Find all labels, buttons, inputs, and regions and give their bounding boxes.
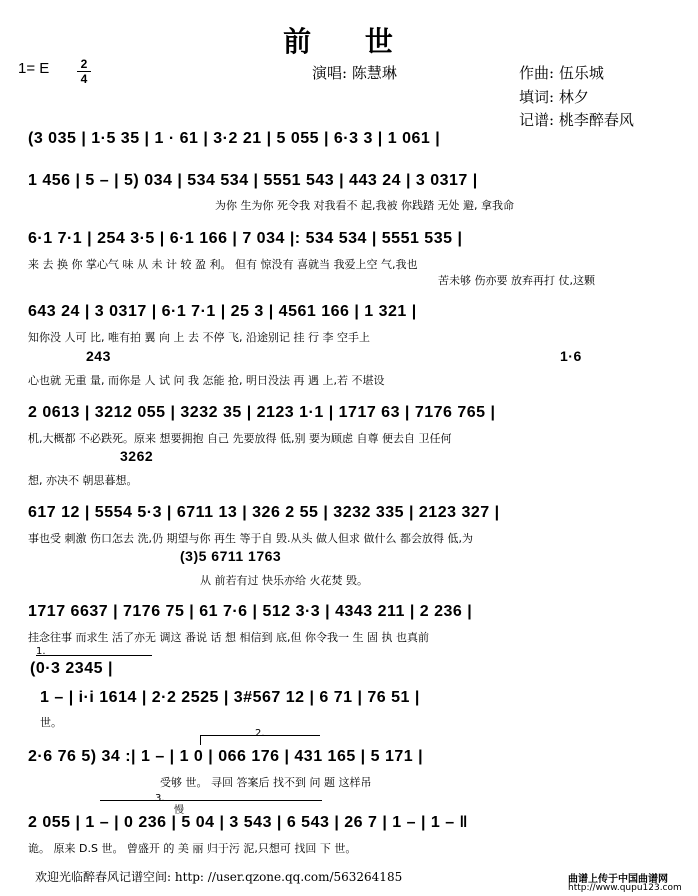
- score-row-3-lyrics: 来 去 换 你 掌心气 味 从 未 计 较 盈 利。 但有 惊没有 喜就当 我爱上空 气,我也: [28, 258, 418, 271]
- score-row-8-notes: 1 – | i·i 1614 | 2·2 2525 | 3#567 12 | 6 71 | 76 51 |: [40, 689, 420, 706]
- score-row-5-lyrics-2: 想, 亦决不 朝思暮想。: [28, 474, 138, 487]
- watermark-line-1: 曲谱上传于中国曲谱网: [568, 874, 668, 885]
- score-row-10-lyrics: 诡。 原来 D.S 世。 曾盛开 的 美 丽 归于污 泥,只想可 找回 下 世。: [28, 842, 357, 855]
- score-row-9-lyrics: 受够 世。 寻回 答案后 找不到 问 题 这样吊: [160, 776, 372, 789]
- score-row-4-lyrics: 知你没 人可 比, 唯有拍 翼 向 上 去 不停 飞, 沿途别记 挂 行 李 空手上: [28, 331, 370, 344]
- score-row-4-notes: 643 24 | 3 0317 | 6·1 7·1 | 25 3 | 4561 166 | 1 321 |: [28, 303, 417, 320]
- score-row-6-lyrics: 事也受 刺激 伤口怎去 洗,仍 期望与你 再生 等于自 毁.从头 做人但求 做什么 都会放得 低,为: [28, 532, 473, 545]
- score-row-5-extra-notes: 3262: [120, 448, 154, 464]
- score-row-2-notes: 1 456 | 5 – | 5) 034 | 534 534 | 5551 543 | 443 24 | 3 0317 |: [28, 172, 478, 189]
- composer-credit: 作曲: 伍乐城: [519, 64, 604, 82]
- score-row-1-notes: (3 035 | 1·5 35 | 1 · 61 | 3·2 21 | 5 055 | 6·3 3 | 1 061 |: [28, 130, 441, 147]
- song-title: 前 世: [283, 25, 415, 58]
- score-row-5-lyrics: 机,大概都 不必跌死。原来 想要拥抱 自己 先要放得 低,别 要为顾虑 自尊 便去自 卫任何: [28, 432, 452, 445]
- score-row-9-notes: 2·6 76 5) 34 :| 1 – | 1 0 | 066 176 | 431 165 | 5 171 |: [28, 748, 424, 765]
- volta-3-bracket: [100, 800, 322, 801]
- score-row-8-lyrics: 世。: [40, 716, 62, 729]
- time-sig-bottom: 4: [80, 72, 88, 86]
- score-row-6-notes: 617 12 | 5554 5·3 | 6711 13 | 326 2 55 | 3232 335 | 2123 327 |: [28, 504, 500, 521]
- score-row-7-notes: 1717 6637 | 7176 75 | 61 7·6 | 512 3·3 | 4343 211 | 2 236 |: [28, 603, 473, 620]
- score-row-10-notes: 2 055 | 1 – | 0 236 | 5 04 | 3 543 | 6 543 | 26 7 | 1 – | 1 – ‖: [28, 814, 469, 831]
- footer-link[interactable]: 欢迎光临醉春风记谱空间: http: //user.qzone.qq.com/563264185: [35, 870, 403, 884]
- tempo-mark: 慢: [174, 805, 184, 816]
- volta-2-left-edge: [200, 735, 201, 745]
- key-signature: 1= E: [18, 60, 50, 77]
- score-row-4-lyrics-2: 心也就 无重 量, 而你是 人 试 问 我 怎能 抢, 明日没法 再 遇 上,若 不堪设: [28, 374, 385, 387]
- score-row-4-extra-notes-2: 1·6: [560, 348, 582, 364]
- score-row-7-lyrics: 挂念往事 而求生 活了亦无 调这 番说 话 想 相信到 底,但 你令我一 生 固 执 也真前: [28, 631, 429, 644]
- score-row-6-extra-notes: (3)5 6711 1763: [180, 548, 282, 564]
- score-row-3-notes: 6·1 7·1 | 254 3·5 | 6·1 166 | 7 034 |: 534 534 | 5551 535 |: [28, 230, 463, 247]
- time-signature: [77, 58, 91, 85]
- time-sig-top: 2: [80, 57, 88, 71]
- score-row-5-notes: 2 0613 | 3212 055 | 3232 35 | 2123 1·1 | 1717 63 | 7176 765 |: [28, 404, 496, 421]
- lyricist-credit: 填词: 林夕: [519, 88, 589, 106]
- singer-credit: 演唱: 陈慧琳: [312, 64, 397, 82]
- score-row-8-lead-in: (0·3 2345 |: [30, 660, 113, 677]
- volta-2-label: 2.: [255, 728, 265, 739]
- volta-1-label: 1.: [36, 646, 46, 657]
- score-row-3-lyrics-2: 苦未够 伤亦要 放弃再打 仗,这颗: [438, 274, 595, 287]
- score-row-6-lyrics-2: 从 前若有过 快乐亦给 火花焚 毁。: [200, 574, 368, 587]
- volta-3-label: 3.: [155, 793, 165, 804]
- volta-1-bracket: [36, 655, 152, 656]
- transcriber-credit: 记谱: 桃李醉春风: [519, 111, 634, 129]
- score-row-4-extra-notes: 243: [86, 348, 111, 364]
- score-row-2-lyrics: 为你 生为你 死令我 对我看不 起,我被 你践踏 无处 避, 拿我命: [215, 199, 514, 212]
- watermark-line-2: http://www.qupu123.com: [568, 883, 682, 893]
